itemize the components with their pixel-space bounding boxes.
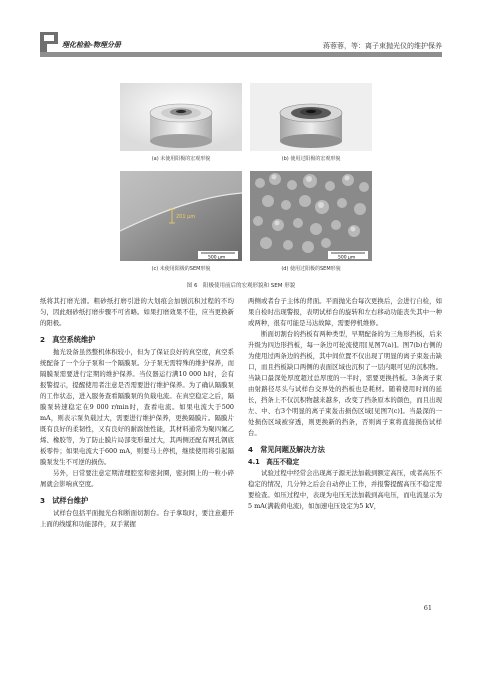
subcaption-c: (c) 未使用阳极的SEM形貌 bbox=[151, 266, 211, 272]
paragraph: 断面切割台的挡板有两种类型，早期配备的为三角形挡板，后来升级为四边形挡板，每一条边可轮流使用[见图7(a)]。图7(b)右侧的为使用过两条边的挡板，其中间位置不仅出现了明显的离子束轰击缺口，而且挡板缺口两侧的表面区域也沉积了一层内眼可见的沉积物。当缺口最深处厚度超过总厚度的一半时，需要更换挡板。3条离子束由射路径尽头与试样台交界处的挡板也是耗材。随着使用时间的延长，挡条上不仅沉积物越来越多，改变了挡条原本的颜色，而且出现左、中、右3个明显的离子束轰击损伤区域[见图7(c)]。当最深的一处损伤区域被穿透，则更换新的挡条，否则离子束将直接损伤试样台。 bbox=[248, 330, 442, 437]
photo-used-anode bbox=[250, 83, 372, 151]
scale-bar-d: 500 μm bbox=[338, 255, 356, 261]
section-heading: 3 试样台维护 bbox=[40, 496, 89, 505]
subcaption-a: (a) 未使用阳极的宏观形貌 bbox=[151, 156, 211, 162]
scale-bar-c: 500 μm bbox=[208, 255, 226, 261]
section-heading: 2 真空系统维护 bbox=[40, 335, 96, 344]
page-number: 61 bbox=[423, 604, 432, 612]
right-column bbox=[248, 296, 442, 512]
figure-caption: 图 6 阳极使用前后的宏观形貌和 SEM 形貌 bbox=[186, 283, 296, 289]
left-column bbox=[40, 296, 234, 530]
journal-name: 理化检验-物理分册 bbox=[62, 41, 121, 49]
paragraph: 纸将其打磨光滑。粗砂纸打磨引进的大划痕会加剧沉积过程的不均匀，因此细砂纸打磨步骤不可省略。如果打磨效果不佳，应当更换新的阳极。 bbox=[40, 297, 234, 327]
thickness-label: 201 μm bbox=[176, 214, 196, 220]
paragraph: 两侧或者台子主体的背面。平面抛光台每次更换后，会进行自检，如果自检时出现警报，表明试样台的旋转和左右移动功能丧失其中一种或两种，很有可能是马达故障，需要停机维修。 bbox=[248, 297, 442, 327]
sem-used-anode bbox=[250, 171, 372, 261]
paragraph: 试验过程中经常会出现离子源无法加载到额定高压，或者高压不稳定的情况，几分钟之后会自动停止工作，并报警提醒高压不稳定需要检查。如压过程中，表现为电压无法加载到高电压，而电流显示为5 mA(满载荷电流)，如加速电压设定为5 kV， bbox=[248, 469, 442, 510]
paragraph: 另外，日常要注意定期清理腔室和密封圈，密封圈上的一粒小碎屑就会影响真空度。 bbox=[40, 469, 234, 488]
subcaption-d: (d) 使用过阳极的SEM形貌 bbox=[281, 266, 341, 272]
sem-unused-anode bbox=[120, 171, 242, 261]
photo-unused-anode bbox=[120, 83, 242, 151]
subcaption-b: (b) 使用过阳极的宏观形貌 bbox=[281, 156, 341, 162]
section-heading: 4 常见问题及解决方法 bbox=[248, 445, 325, 454]
subsection-heading: 4.1 高压不稳定 bbox=[248, 458, 300, 466]
paragraph: 试样台包括平面抛光台和断面切割台。台子拿取时，要注意避开上面的线缆和功能部件，双手紧握 bbox=[40, 509, 234, 528]
running-title: 蒋蓉蓉，等：离子束抛光仪的维护保养 bbox=[323, 42, 442, 50]
paragraph: 抛光设备虽然整机体积较小，但为了保证良好的真空度，真空系统配备了一个分子泵和一个隔膜泵。分子泵无需特殊的维护保养，而隔膜泵需要进行定期的维护保养。当仪器运行满10 000 h时，会有报警提示，提醒使用者注意是否需要进行维护保养。为了确认隔膜泵的工作状态，进入服务查看隔膜泵的负载电流。在真空稳定之后，隔膜泵转速稳定在9 000 r/min时，查看电流。如果电流大于500 mA，则表示泵负载过大，需要进行维护保养，更换隔膜片。隔膜片既有良好的柔韧性，又有良好的耐腐蚀性能，其材料通常为聚四氟乙烯、橡胶等，为了防止膜片局部变形量过大，其两侧还配有网孔钢底板零件；如果电流大于600 mA，则要马上停机，继续使用将引起隔膜泵发生不可逆的损伤。 bbox=[40, 348, 234, 466]
header-rule bbox=[40, 52, 442, 57]
